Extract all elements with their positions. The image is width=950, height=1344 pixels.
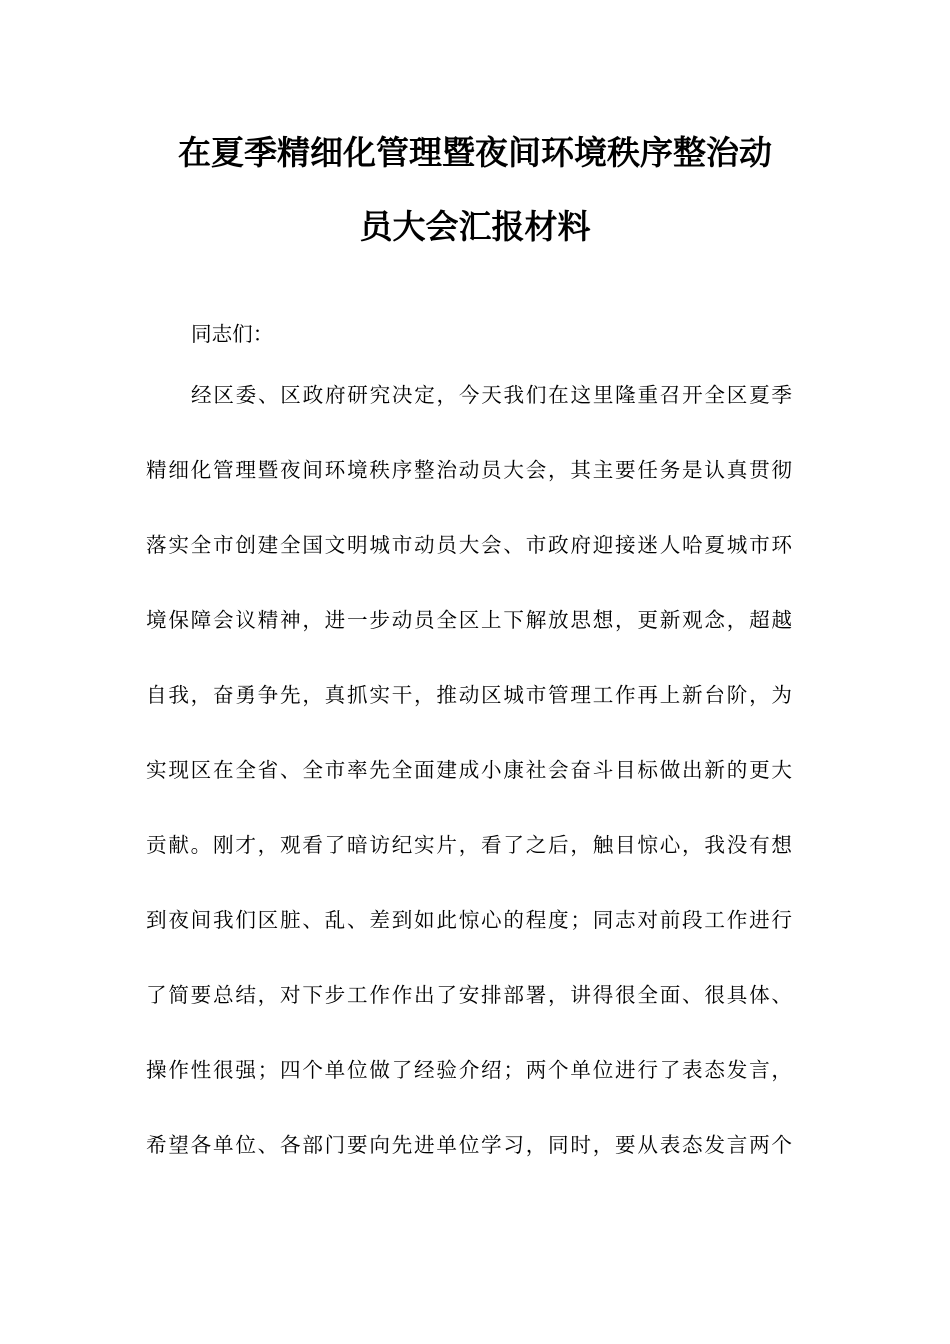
body-line: 希望各单位、各部门要向先进单位学习，同时，要从表态发言两个	[146, 1133, 792, 1157]
body-line: 了简要总结，对下步工作作出了安排部署，讲得很全面、很具体、	[146, 983, 792, 1007]
document-title-line-2: 员大会汇报材料	[359, 207, 591, 246]
body-line: 落实全市创建全国文明城市动员大会、市政府迎接迷人哈夏城市环	[146, 533, 792, 557]
body-line: 境保障会议精神，进一步动员全区上下解放思想，更新观念，超越	[146, 608, 792, 632]
body-line: 贡献。刚才，观看了暗访纪实片，看了之后，触目惊心，我没有想	[146, 833, 792, 857]
body-line: 实现区在全省、全市率先全面建成小康社会奋斗目标做出新的更大	[146, 758, 792, 782]
body-line: 到夜间我们区脏、乱、差到如此惊心的程度；同志对前段工作进行	[146, 908, 792, 932]
greeting: 同志们：	[191, 322, 274, 346]
body-line: 自我，奋勇争先，真抓实干，推动区城市管理工作再上新台阶，为	[146, 683, 792, 707]
body-line: 精细化管理暨夜间环境秩序整治动员大会，其主要任务是认真贯彻	[146, 458, 792, 482]
body-line: 操作性很强；四个单位做了经验介绍；两个单位进行了表态发言，	[146, 1058, 792, 1082]
body-line: 经区委、区政府研究决定，今天我们在这里隆重召开全区夏季	[191, 383, 792, 407]
document-title-line-1: 在夏季精细化管理暨夜间环境秩序整治动	[178, 133, 772, 172]
